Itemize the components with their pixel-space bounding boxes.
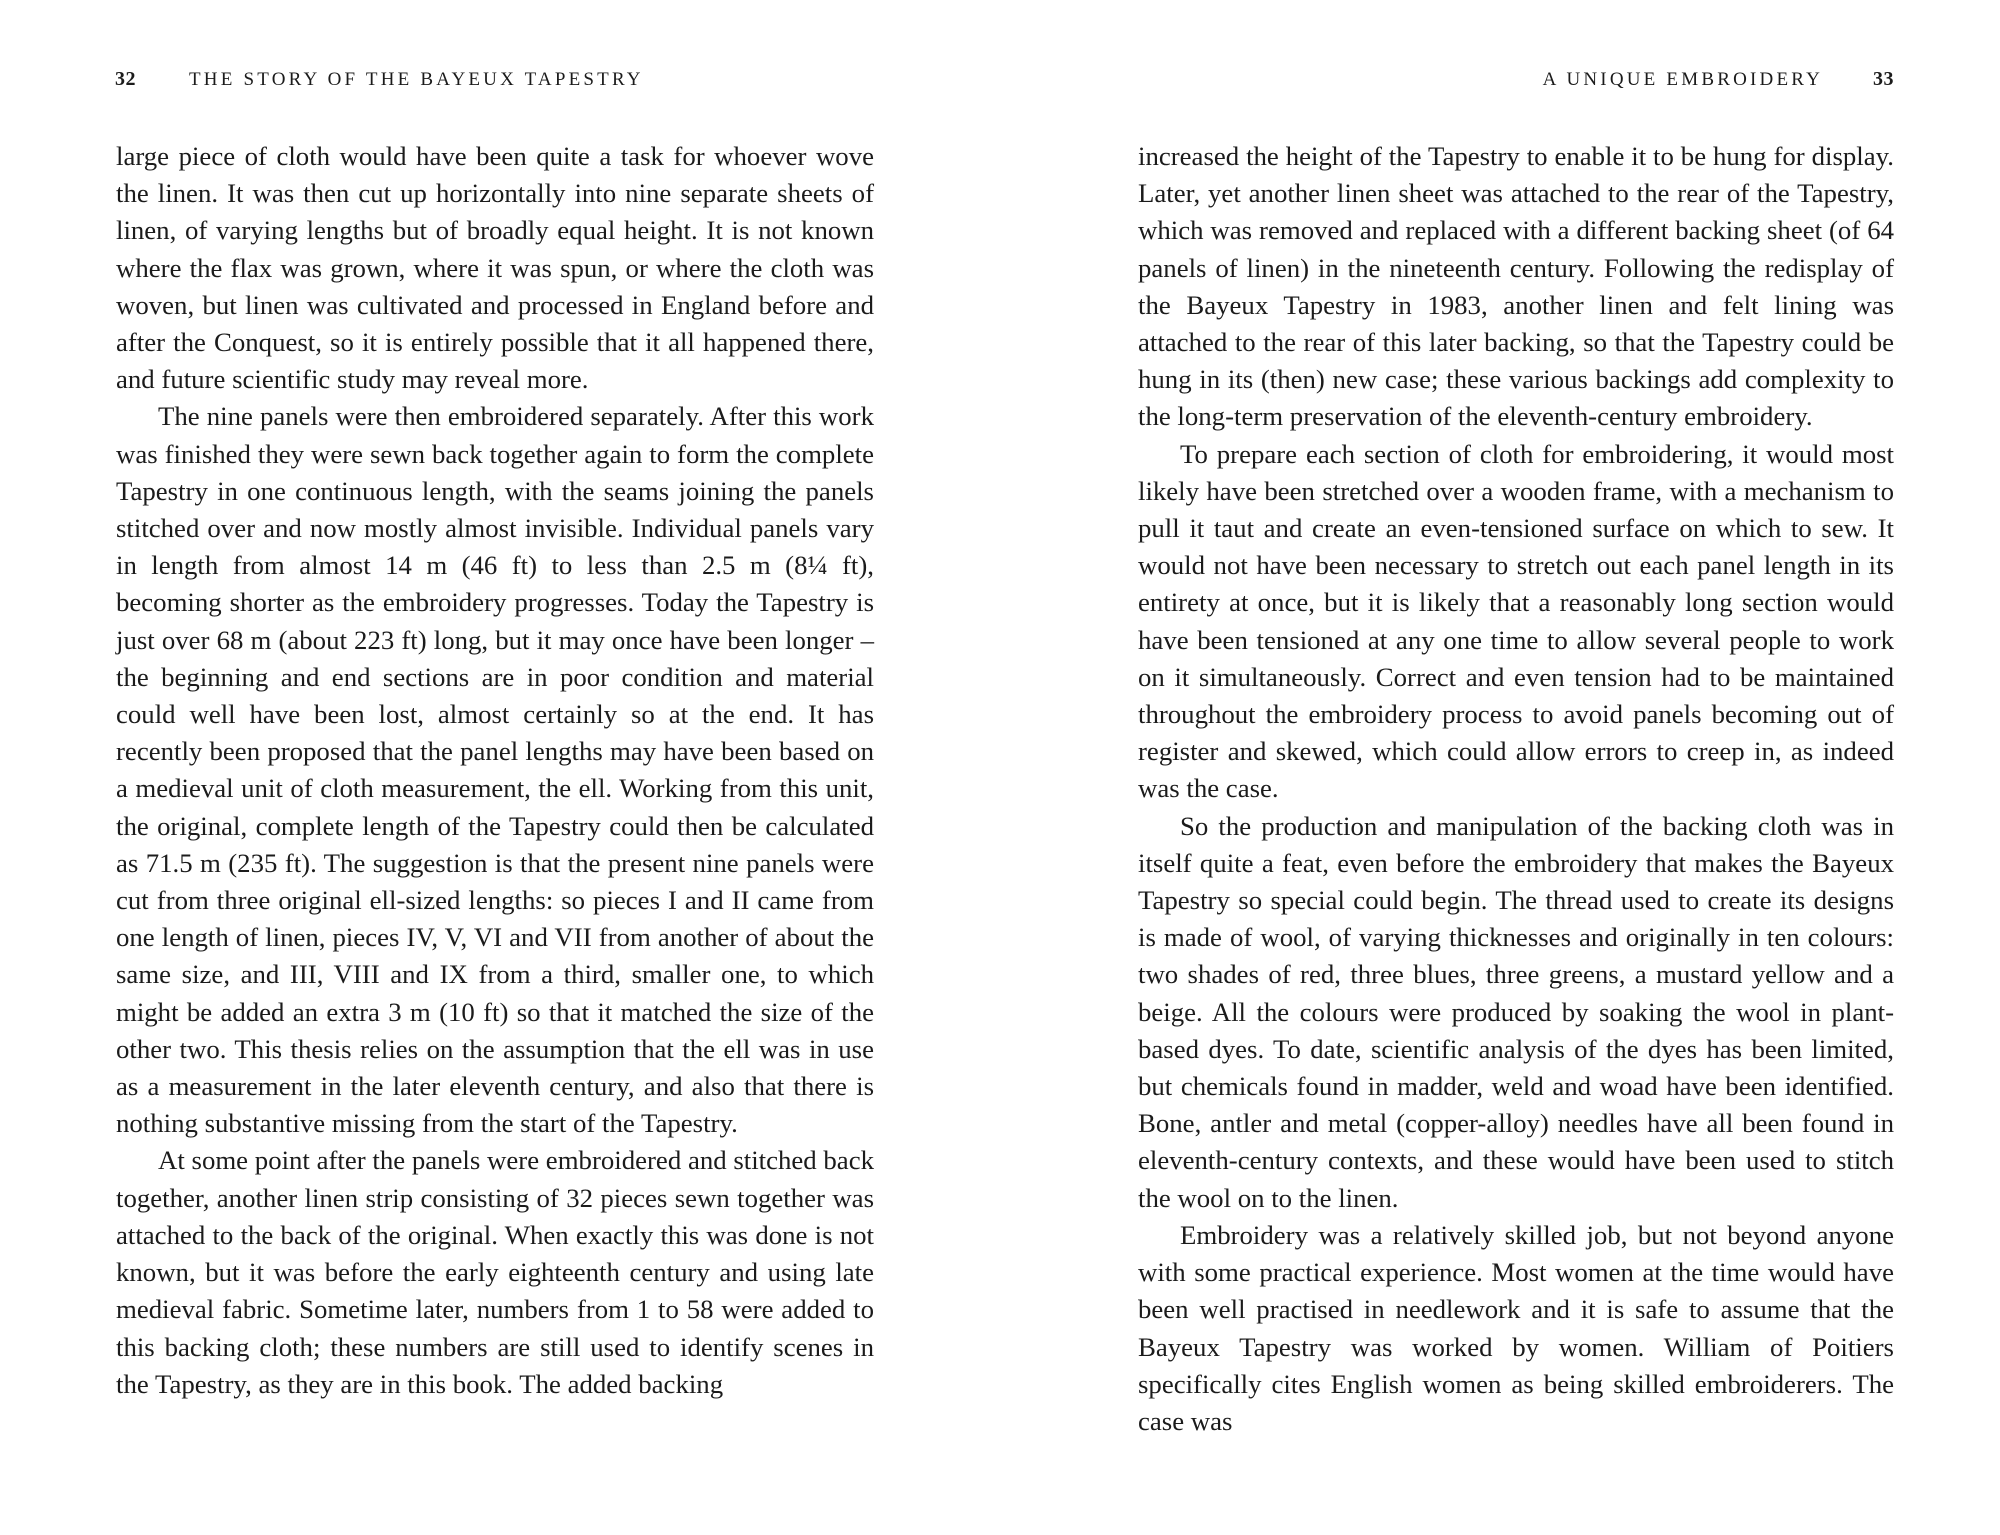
paragraph: To prepare each section of cloth for embroidering, it would most likely have been stretched over a wooden frame, with a mechanism to pull it taut and create an even-tensioned surface on which to sew. It would not have been necessary to stretch out each panel length in its entirety at once, but it is likely that a reasonably long section would have been tensioned at any one time to allow several people to work on it simultaneously. Correct and even tension had to be maintained throughout the embroidery process to avoid panels becoming out of register and skewed, which could allow errors to creep in, as indeed was the case. <box>1138 438 1894 804</box>
paragraph: So the production and manipulation of the backing cloth was in itself quite a feat, even before the embroidery that makes the Bayeux Tapestry so special could begin. The thread used to create its designs is made of wool, of varying thicknesses and originally in ten colours: two shades of red, three blues, three greens, a mustard yellow and a beige. All the colours were produced by soaking the wool in plant-based dyes. To date, scientific analysis of the dyes has been limited, but chemicals found in madder, weld and woad have been identified. Bone, antler and metal (copper-alloy) needles have all been found in eleventh-century contexts, and these would have been used to stitch the wool on to the linen. <box>1138 810 1894 1213</box>
running-head: A UNIQUE EMBROIDERY <box>1542 69 1823 90</box>
paragraph: The nine panels were then embroidered separately. After this work was finished they were sewn back together again to form the complete Tapestry in one continuous length, with the seams joining the panels stitched over and now mostly almost invisible. Individual panels vary in length from almost 14 m (46 ft) to less than 2.5 m (8¼ ft), becoming shorter as the embroidery progresses. Today the Tapestry is just over 68 m (about 223 ft) long, but it may once have been longer – the beginning and end sections are in poor condition and material could well have been lost, almost certainly so at the end. It has recently been proposed that the panel lengths may have been based on a medieval unit of cloth measurement, the ell. Working from this unit, the original, complete length of the Tapestry could then be calculated as 71.5 m (235 ft). The suggestion is that the present nine panels were cut from three original ell-sized lengths: so pieces I and II came from one length of linen, pieces IV, V, VI and VII from another of about the same size, and III, VIII and IX from a third, smaller one, to which might be added an extra 3 m (10 ft) so that it matched the size of the other two. This thesis relies on the assumption that the ell was in use as a measurement in the later eleventh century, and also that there is nothing substantive missing from the start of the Tapestry. <box>116 401 874 1139</box>
paragraph: Embroidery was a relatively skilled job, but not beyond anyone with some practical experience. Most women at the time would have been well practised in needlework and it is safe to assume that the Bayeux Tapestry was worked by women. William of Poitiers specifically cites English women as being skilled embroiderers. The case was <box>1138 1219 1894 1436</box>
paragraph: increased the height of the Tapestry to enable it to be hung for display. Later, yet another linen sheet was attached to the rear of the Tapestry, which was removed and replaced with a different backing sheet (of 64 panels of linen) in the nineteenth century. Following the redisplay of the Bayeux Tapestry in 1983, another linen and felt lining was attached to the rear of this later backing, so that the Tapestry could be hung in its (then) new case; these various backings add complexity to the long-term preservation of the eleventh-century embroidery. <box>1138 141 1894 432</box>
right-page <box>1000 0 2000 1535</box>
page-number: 33 <box>1873 68 1894 90</box>
page-number: 32 <box>115 68 136 90</box>
paragraph: large piece of cloth would have been quite a task for whoever wove the linen. It was then cut up horizontally into nine separate sheets of linen, of varying lengths but of broadly equal height. It is not known where the flax was grown, where it was spun, or where the cloth was woven, but linen was cultivated and processed in England before and after the Conquest, so it is entirely possible that it all happened there, and future scientific study may reveal more. <box>116 141 874 395</box>
running-head: THE STORY OF THE BAYEUX TAPESTRY <box>189 69 644 90</box>
paragraph: At some point after the panels were embroidered and stitched back together, another linen strip consisting of 32 pieces sewn together was attached to the back of the original. When exactly this was done is not known, but it was before the early eighteenth century and using late medieval fabric. Sometime later, numbers from 1 to 58 were added to this backing cloth; these numbers are still used to identify scenes in the Tapestry, as they are in this book. The added backing <box>116 1145 874 1399</box>
right-page-body <box>1138 138 1894 1440</box>
left-page-body <box>116 138 874 1403</box>
